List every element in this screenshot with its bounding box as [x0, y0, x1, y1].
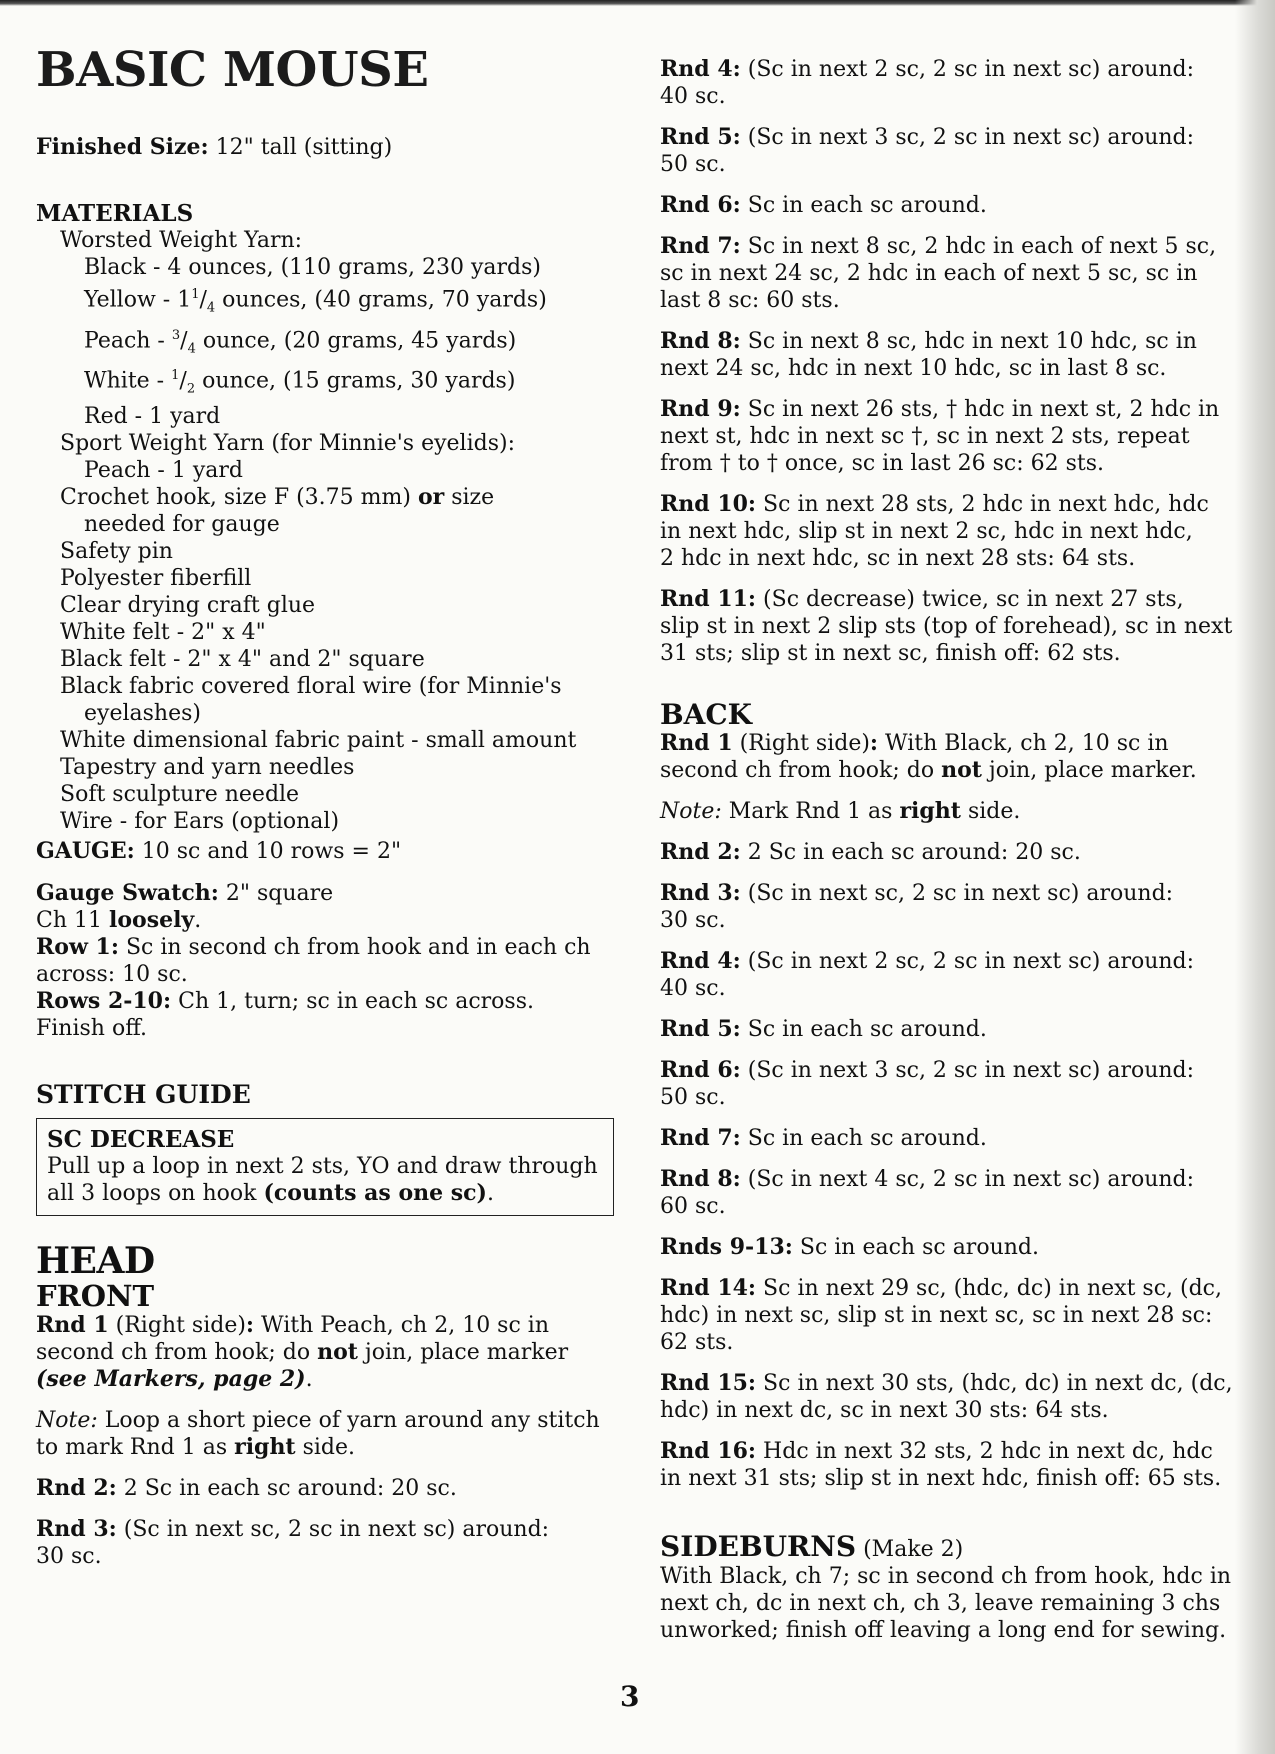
page-title: BASIC MOUSE [36, 42, 429, 98]
front-continued: Rnd 4: (Sc in next 2 sc, 2 sc in next sc) around: 40 sc. Rnd 5: (Sc in next 3 sc, 2 sc in next sc) around: 50 sc. Rnd 6: Sc in each sc around. Rnd 7: Sc in next 8 sc, 2 hdc in each of next 5 sc, sc in next 24 sc, 2 hdc in each of next 5 sc, sc in last 8 sc: 60 sts. Rnd 8: Sc in next 8 sc, hdc in next 10 hdc, sc in next 24 sc, hdc in next 10 hdc, sc in last 8 sc. Rnd 9: Sc in next 26 sts, † hdc in next st, 2 hdc in next st, hdc in next sc †, sc in next 2 sts, repeat from † to † once, sc in last 26 sc: 62 sts. Rnd 10: Sc in next 28 sts, 2 hdc in next hdc, hdc in next hdc, slip st in next 2 sc, hdc in next hdc, 2 hdc in next hdc, sc in next 28 sts: 64 sts. Rnd 11: (Sc decrease) twice, sc in next 27 sts, slip st in next 2 slip sts (top of forehead), sc in next 31 sts; slip st in next sc, finish off: 62 sts. [660, 56, 1233, 666]
material-item: Crochet hook, size F (3.75 mm) or size [60, 484, 495, 511]
material-item: White - $^1/_2$ ounce, (15 grams, 30 yards) [84, 368, 516, 398]
material-item: Wire - for Ears (optional) [60, 809, 340, 835]
material-item: Red - 1 yard [84, 404, 221, 430]
finished-size: Finished Size: 12" tall (sitting) [36, 134, 393, 160]
materials-heading: MATERIALS [36, 200, 194, 227]
gauge: GAUGE: 10 sc and 10 rows = 2" [36, 838, 402, 864]
material-item: Peach - 1 yard [84, 458, 243, 484]
material-item: Clear drying craft glue [60, 593, 316, 619]
material-item: eyelashes) [84, 701, 201, 727]
material-item: Peach - $^3/_4$ ounce, (20 grams, 45 yards) [84, 327, 517, 357]
sideburns-heading: SIDEBURNS [660, 1530, 857, 1563]
material-item: Yellow - $1^1/_4$ ounces, (40 grams, 70 yards) [84, 287, 547, 316]
back-section: BACK Rnd 1 (Right side): With Black, ch 2, 10 sc in second ch from hook; do not join, place marker. Note: Mark Rnd 1 as right side. Rnd 2: 2 Sc in each sc around: 20 sc. Rnd 3: (Sc in next sc, 2 sc in next sc) around: 30 sc. Rnd 4: (Sc in next 2 sc, 2 sc in next sc) around: 40 sc. Rnd 5: Sc in each sc around. Rnd 6: (Sc in next 3 sc, 2 sc in next sc) around: 50 sc. Rnd 7: Sc in each sc around. Rnd 8: (Sc in next 4 sc, 2 sc in next sc) around: 60 sc. Rnds 9-13: Sc in each sc around. Rnd 14: Sc in next 29 sc, (hdc, dc) in next sc, (dc, hdc) in next sc, slip st in next sc, sc in next 28 sc: 62 sts. Rnd 15: Sc in next 30 sts, (hdc, dc) in next dc, (dc, hdc) in next dc, sc in next 30 sts: 64 sts. Rnd 16: Hdc in next 32 sts, 2 hdc in next dc, hdc in next 31 sts; slip st in next hdc, finish off: 65 sts. [660, 700, 1240, 1492]
material-item: Soft sculpture needle [60, 782, 300, 808]
materials-section [36, 200, 616, 835]
material-item: Black felt - 2" x 4" and 2" square [60, 647, 425, 673]
sc-decrease-box: SC DECREASE Pull up a loop in next 2 sts, YO and draw through all 3 loops on hook (counts as one sc). [36, 1118, 614, 1216]
material-item: Tapestry and yarn needles [60, 755, 355, 781]
stitch-guide-heading: STITCH GUIDE [36, 1080, 251, 1109]
binding-shadow [1235, 0, 1275, 1754]
material-item: Sport Weight Yarn (for Minnie's eyelids): [60, 431, 515, 457]
back-heading: BACK [660, 698, 753, 731]
material-item: needed for gauge [84, 512, 280, 538]
material-item: Black fabric covered floral wire (for Minnie's [60, 674, 562, 700]
page-top-edge [0, 0, 1275, 6]
material-item: Worsted Weight Yarn: [60, 228, 303, 253]
sideburns-section: SIDEBURNS (Make 2) With Black, ch 7; sc in second ch from hook, hdc in next ch, dc in next ch, ch 3, leave remaining 3 chs unworked; finish off leaving a long end for sewing. [660, 1530, 1232, 1643]
front-heading: FRONT [36, 1279, 155, 1313]
head-heading: HEAD [36, 1240, 155, 1282]
material-item: Safety pin [60, 539, 173, 565]
material-item: Black - 4 ounces, (110 grams, 230 yards) [84, 255, 542, 280]
material-item: White dimensional fabric paint - small amount [60, 728, 577, 754]
gauge-swatch: Gauge Swatch: 2" square Ch 11 loosely. Row 1: Sc in second ch from hook and in each ch across: 10 sc. Rows 2-10: Ch 1, turn; sc in each sc across. Finish off. [36, 880, 591, 1041]
head-section: HEAD FRONT Rnd 1 (Right side): With Peach, ch 2, 10 sc in second ch from hook; do not join, place marker (see Markers, page 2). Note: Loop a short piece of yarn around any stitch to mark Rnd 1 as right side. Rnd 2: 2 Sc in each sc around: 20 sc. Rnd 3: (Sc in next sc, 2 sc in next sc) around: 30 sc. [36, 1242, 616, 1570]
stitch-guide [36, 1080, 616, 1216]
material-item: Polyester fiberfill [60, 566, 252, 592]
page-number: 3 [620, 1680, 640, 1713]
material-item: White felt - 2" x 4" [60, 620, 266, 646]
